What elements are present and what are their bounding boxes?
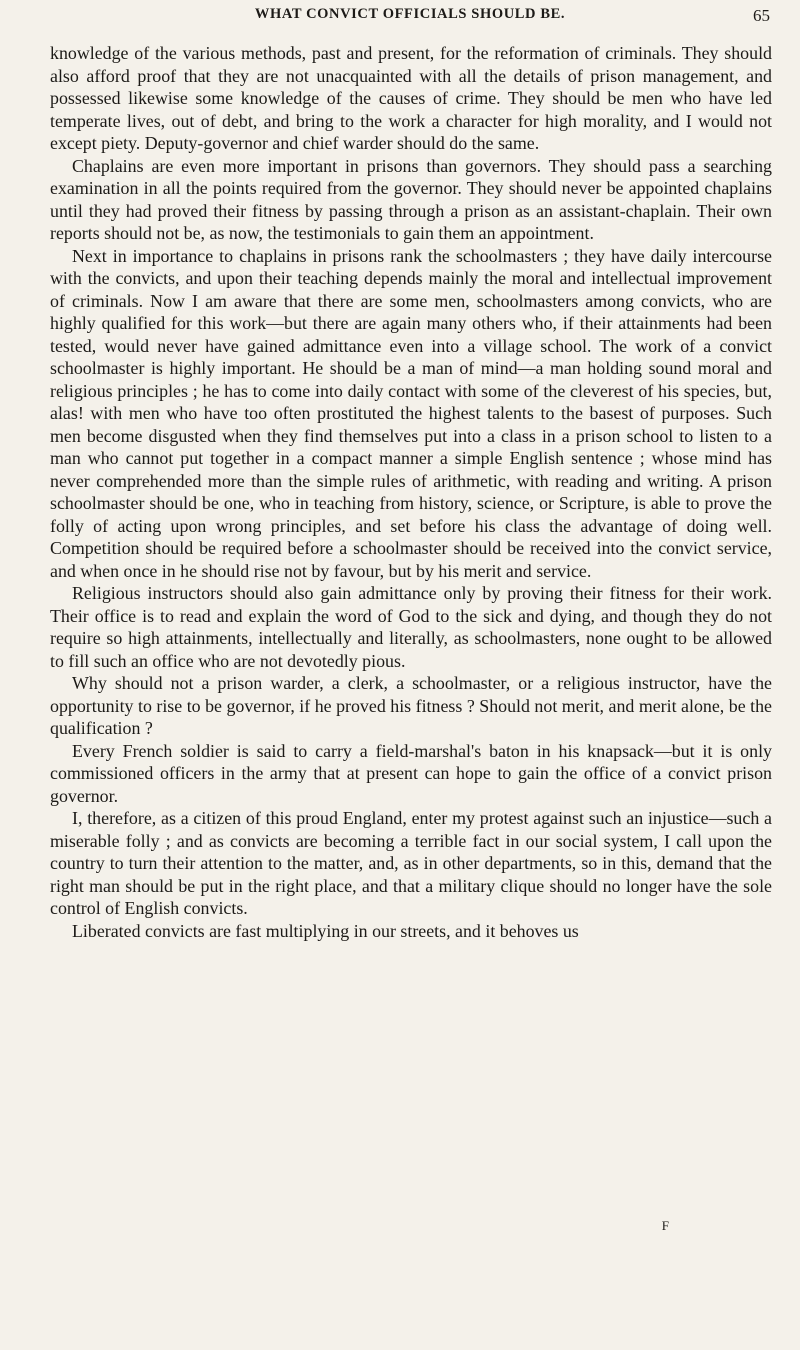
- paragraph-schoolmasters: Next in importance to chaplains in prisons rank the schoolmasters ; they have daily intercourse with the convicts, and upon their teaching depends mainly the moral and intellectual improvement of criminals. Now I am aware that there are some men, schoolmasters among convicts, who are highly qualified for this work—but there are again many others who, if their attainments had been tested, would never have gained admittance even into a village school. The work of a convict schoolmaster is highly important. He should be a man of mind—a man holding sound moral and religious principles ; he has to come into daily contact with some of the cleverest of his species, but, alas! with men who have too often prostituted the highest talents to the basest of purposes. Such men become disgusted when they find themselves put into a class in a prison school to listen to a man who cannot put together in a compact manner a simple English sentence ; whose mind has never comprehended more than the simple rules of arithmetic, with reading and writing. A prison schoolmaster should be one, who in teaching from history, science, or Scripture, is able to prove the folly of acting upon wrong principles, and set before his class the advantage of doing well. Competition should be required before a schoolmaster should be received into the convict service, and when once in he should rise not by favour, but by his merit and service.: [50, 245, 772, 581]
- paragraph-continuation: knowledge of the various methods, past and present, for the reformation of criminals. They should also afford proof that they are not unacquainted with all the details of prison management, and possessed likewise some knowledge of the causes of crime. They should be men who have led temperate lives, out of debt, and bring to the work a character for high morality, and I would not except piety. Deputy-governor and chief warder should do the same.: [50, 43, 772, 153]
- running-head: [50, 6, 770, 28]
- paragraph-chaplains: Chaplains are even more important in prisons than governors. They should pass a searching examination in all the points required from the governor. They should never be appointed chaplains until they had proved their fitness by passing through a prison as an assistant-chaplain. Their own reports should not be, as now, the testimonials to gain them an appointment.: [50, 155, 772, 243]
- running-title: WHAT CONVICT OFFICIALS SHOULD BE.: [254, 6, 566, 22]
- paragraph-french-soldier: Every French soldier is said to carry a field-marshal's baton in his knapsack—but it is only commissioned officers in the army that at present can hope to gain the office of a convict prison governor.: [50, 740, 772, 806]
- paragraph-religious-instructors: Religious instructors should also gain admittance only by proving their fitness for their work. Their office is to read and explain the word of God to the sick and dying, and though they do not require so high attainments, intellectually and literally, as schoolmasters, none ought to be allowed to fill such an office who are not devotedly pious.: [50, 583, 772, 671]
- book-page: [50, 0, 775, 1350]
- signature-mark: F: [661, 1218, 670, 1233]
- page-number: 65: [753, 6, 770, 25]
- paragraph-why-should-not: Why should not a prison warder, a clerk, a schoolmaster, or a religious instructor, have the opportunity to rise to be governor, if he proved his fitness ? Should not merit, and merit alone, be the qualification ?: [50, 673, 772, 738]
- paragraph-protest: I, therefore, as a citizen of this proud England, enter my protest against such an injustice—such a miserable folly ; and as convicts are becoming a terrible fact in our social system, I call upon the country to turn their attention to the matter, and, as in other departments, so in this, demand that the right man should be put in the right place, and that a military clique should no longer have the sole control of English convicts.: [50, 808, 772, 918]
- body-text: [50, 42, 772, 942]
- paragraph-liberated-convicts: Liberated convicts are fast multiplying in our streets, and it behoves us: [72, 920, 579, 941]
